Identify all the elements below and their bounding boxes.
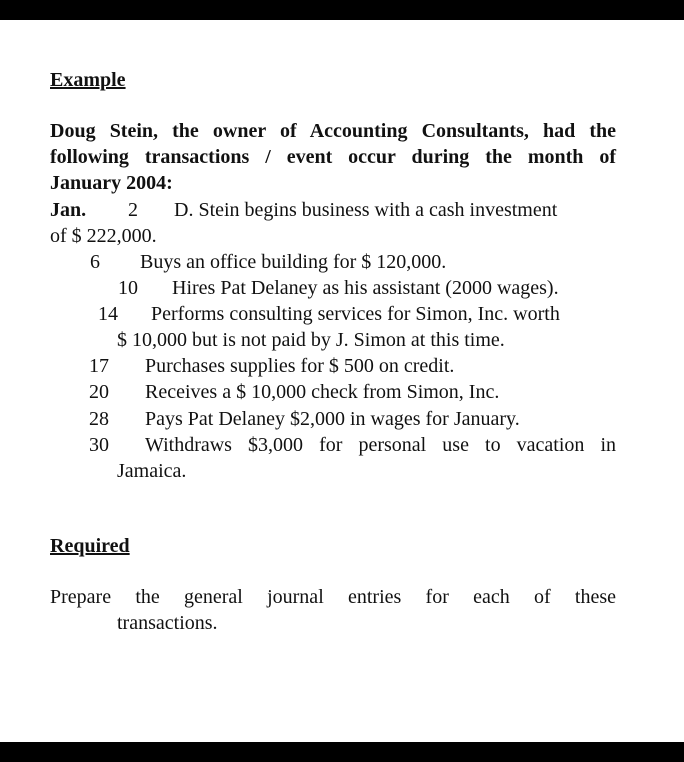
- required-heading: Required: [50, 535, 130, 557]
- transaction-2-cont: of $ 222,000.: [50, 225, 157, 247]
- transaction-17-text: Purchases supplies for $ 500 on credit.: [145, 355, 455, 377]
- transaction-14-cont: $ 10,000 but is not paid by J. Simon at this time.: [117, 329, 505, 351]
- day-2: 2: [128, 199, 138, 221]
- day-14: 14: [98, 303, 118, 325]
- transaction-6-text: Buys an office building for $ 120,000.: [140, 251, 447, 273]
- example-heading: Example: [50, 69, 126, 91]
- day-20: 20: [89, 381, 109, 403]
- day-6: 6: [90, 251, 100, 273]
- transaction-28-text: Pays Pat Delaney $2,000 in wages for January.: [145, 408, 520, 430]
- day-17: 17: [89, 355, 109, 377]
- intro-line-2: following transactions / event occur during the month of: [50, 146, 616, 168]
- required-line-1: Prepare the general journal entries for each of these: [50, 586, 616, 608]
- top-black-bar: [0, 0, 684, 20]
- day-30: 30: [89, 434, 109, 456]
- day-10: 10: [118, 277, 138, 299]
- bottom-black-bar: [0, 742, 684, 762]
- transaction-10-text: Hires Pat Delaney as his assistant (2000 wages).: [172, 277, 559, 299]
- day-28: 28: [89, 408, 109, 430]
- transaction-2-text: D. Stein begins business with a cash investment: [174, 199, 558, 221]
- transaction-30-text: Withdraws $3,000 for personal use to vacation in: [145, 434, 616, 456]
- transaction-30-cont: Jamaica.: [117, 460, 187, 482]
- transaction-14-text: Performs consulting services for Simon, Inc. worth: [151, 303, 560, 325]
- transaction-20-text: Receives a $ 10,000 check from Simon, Inc.: [145, 381, 500, 403]
- intro-line-1: Doug Stein, the owner of Accounting Consultants, had the: [50, 120, 616, 142]
- month-label: Jan.: [50, 199, 87, 221]
- intro-line-3: January 2004:: [50, 172, 173, 194]
- required-line-2: transactions.: [117, 612, 218, 634]
